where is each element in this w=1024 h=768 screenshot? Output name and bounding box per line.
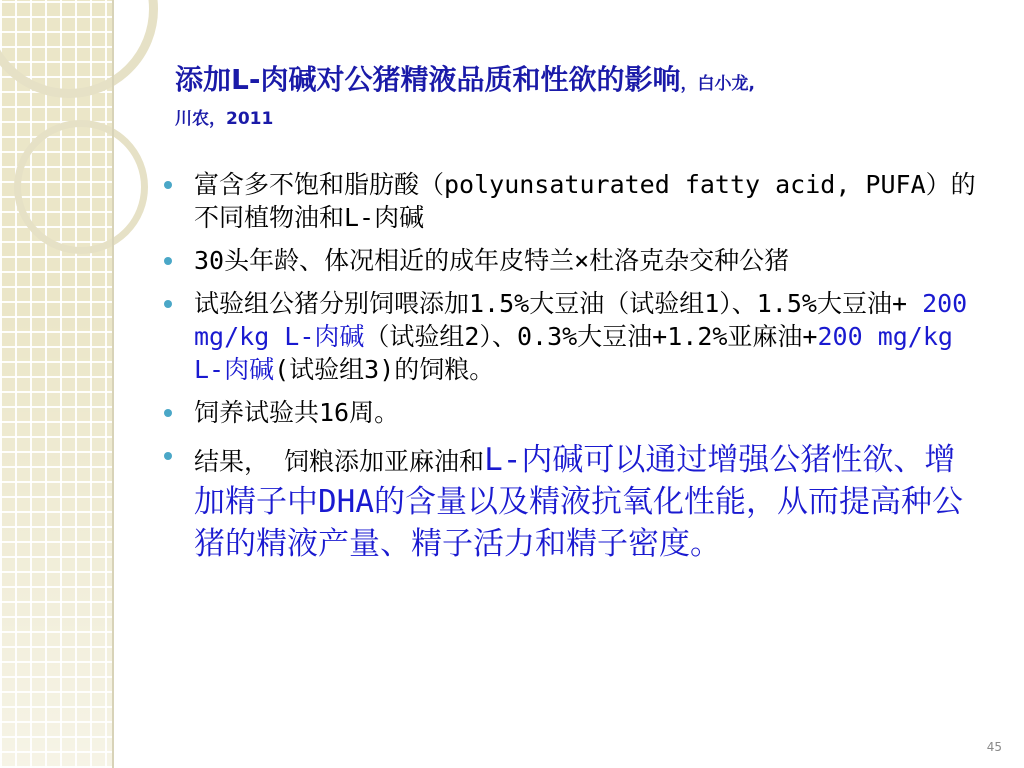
page-number: 45	[986, 740, 1002, 754]
bullet-item	[160, 439, 980, 565]
bullet-highlight: 200 mg/kg L-肉碱	[194, 322, 953, 384]
bullet-text-part: 试验组公猪分别饲喂添加1.5%大豆油（试验组1）、1.5%大豆油+	[194, 289, 923, 318]
bullet-text-part: （试验组2）、0.3%大豆油+1.2%亚麻油+	[364, 322, 818, 351]
decorative-arc-middle	[14, 120, 148, 254]
bullet-text: 30头年龄、体况相近的成年皮特兰×杜洛克杂交种公猪	[194, 246, 790, 275]
title-citation: ，白小龙,	[680, 74, 755, 94]
bullet-dot-icon	[164, 257, 172, 265]
bullet-text: 富含多不饱和脂肪酸（polyunsaturated fatty acid, PUFA）的不同植物油和L-肉碱	[194, 170, 976, 232]
decorative-grid-fade	[0, 0, 112, 768]
bullet-text-part: (试验组3)的饲粮。	[274, 355, 495, 384]
bullet-dot-icon	[164, 181, 172, 189]
bullet-dot-icon	[164, 300, 172, 308]
bullet-text: 饲养试验共16周。	[194, 398, 400, 427]
bullet-highlight: 200 mg/kg L-肉碱	[194, 289, 968, 351]
bullet-text-part: 结果， 饲粮添加亚麻油和	[194, 447, 485, 476]
bullet-item	[160, 244, 980, 277]
slide-title	[175, 58, 1005, 129]
vertical-divider	[112, 0, 114, 768]
bullet-highlight-conclusion: L-内碱可以通过增强公猪性欲、增加精子中DHA的含量以及精液抗氧化性能，从而提高种公猪的精液产量、精子活力和精子密度。	[194, 442, 963, 562]
title-main: 添加L-肉碱对公猪精液品质和性欲的影响	[175, 63, 681, 96]
title-citation-line2: 川农，2011	[175, 109, 274, 129]
bullet-dot-icon	[164, 409, 172, 417]
bullet-item	[160, 396, 980, 429]
bullet-dot-icon	[164, 452, 172, 460]
bullet-item	[160, 287, 980, 386]
bullet-list	[160, 168, 980, 575]
bullet-item	[160, 168, 980, 234]
decorative-arc-top	[0, 0, 158, 98]
